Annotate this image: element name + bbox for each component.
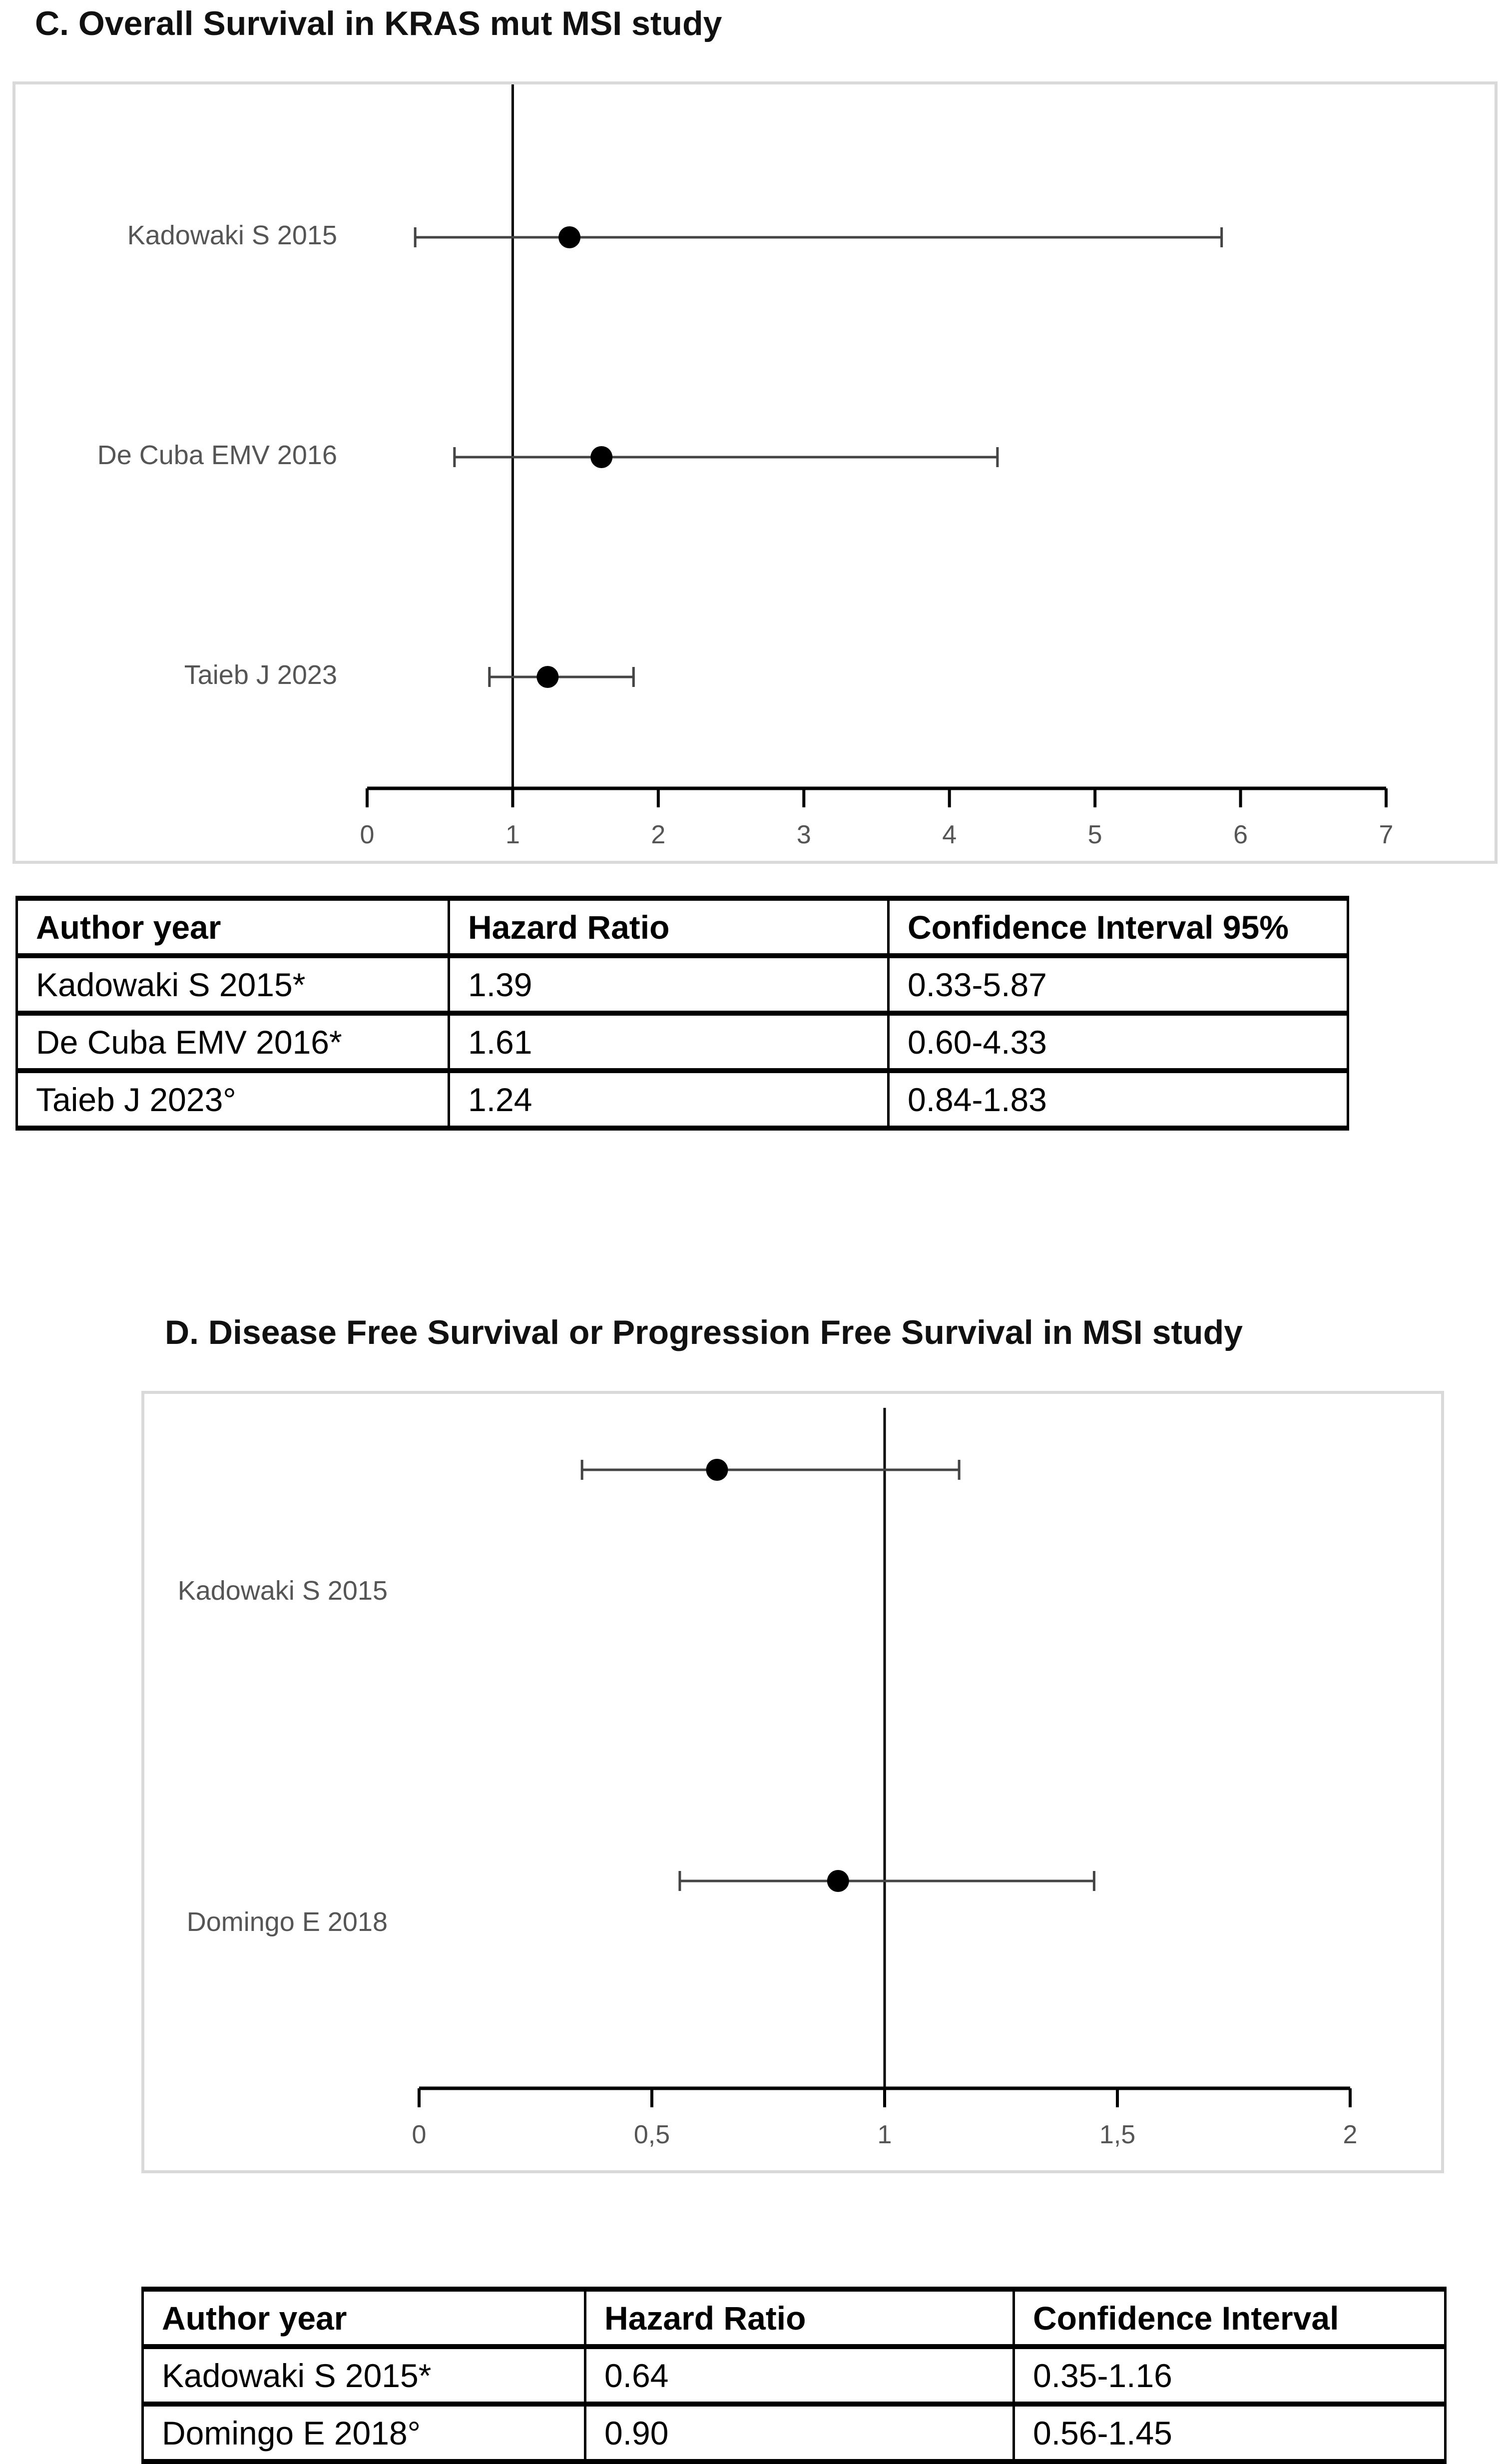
table-cell-hr: 1.61 [449,1013,889,1071]
table-row [17,1071,1348,1128]
x-axis-tick-label: 2 [1343,2120,1358,2149]
x-axis-tick-label: 0 [360,820,375,849]
table-cell-ci: 0.35-1.16 [1014,2347,1446,2404]
x-axis-tick-label: 2 [651,820,666,849]
study-label: Kadowaki S 2015 [177,1576,388,1606]
panel-c-title: C. Overall Survival in KRAS mut MSI study [35,4,722,42]
x-axis-tick-label: 7 [1379,820,1394,849]
table-c [15,896,1349,1131]
table-cell-hr: 1.24 [449,1071,889,1128]
hazard-ratio-point [590,446,612,468]
table-row [143,2404,1446,2462]
table-cell-ci: 0.60-4.33 [889,1013,1348,1071]
table-d-header-ci: Confidence Interval [1014,2289,1446,2347]
x-axis-tick-label: 1 [877,2120,892,2149]
study-label: Domingo E 2018 [186,1907,388,1937]
table-cell-author: Domingo E 2018° [143,2404,585,2462]
forest-row [97,440,998,470]
table-c-header-ci: Confidence Interval 95% [889,898,1348,956]
forest-plot-c [12,81,1498,864]
table-row [17,1013,1348,1071]
table-cell-hr: 0.64 [585,2347,1014,2404]
x-axis-tick-label: 0,5 [633,2120,670,2149]
x-axis-tick-label: 0 [412,2120,427,2149]
x-axis-tick-label: 1 [505,820,520,849]
forest-plot-d-canvas [144,1394,1441,2170]
table-cell-ci: 0.84-1.83 [889,1071,1348,1128]
table-d-header-hr: Hazard Ratio [585,2289,1014,2347]
hazard-ratio-point [827,1870,849,1892]
hazard-ratio-point [706,1459,728,1481]
table-d-header-author: Author year [143,2289,585,2347]
table-cell-author: Kadowaki S 2015* [17,956,449,1013]
x-axis-tick-label: 5 [1087,820,1102,849]
hazard-ratio-point [558,226,580,248]
forest-plot-d [141,1391,1444,2173]
study-label: Kadowaki S 2015 [127,220,337,250]
forest-row [184,660,634,690]
table-c-header-hr: Hazard Ratio [449,898,889,956]
forest-plot-c-canvas [15,84,1495,861]
table-c-header-author: Author year [17,898,449,956]
table-cell-hr: 0.90 [585,2404,1014,2462]
study-label: De Cuba EMV 2016 [97,440,337,470]
table-row [17,956,1348,1013]
forest-row [127,220,1222,250]
table-c-header-row [17,898,1348,956]
table-cell-hr: 1.39 [449,956,889,1013]
forest-row [178,1459,959,1606]
hazard-ratio-point [536,666,558,688]
forest-row [187,1870,1094,1937]
study-label: Taieb J 2023 [184,660,337,690]
panel-d-title: D. Disease Free Survival or Progression Free Survival in MSI study [165,1313,1243,1351]
x-axis-tick-label: 6 [1233,820,1248,849]
table-cell-ci: 0.56-1.45 [1014,2404,1446,2462]
table-cell-author: Kadowaki S 2015* [143,2347,585,2404]
table-d [141,2287,1447,2464]
table-d-header-row [143,2289,1446,2347]
table-cell-author: Taieb J 2023° [17,1071,449,1128]
table-cell-ci: 0.33-5.87 [889,956,1348,1013]
table-row [143,2347,1446,2404]
x-axis-tick-label: 1,5 [1099,2120,1136,2149]
x-axis-tick-label: 4 [942,820,957,849]
table-cell-author: De Cuba EMV 2016* [17,1013,449,1071]
x-axis-tick-label: 3 [796,820,811,849]
